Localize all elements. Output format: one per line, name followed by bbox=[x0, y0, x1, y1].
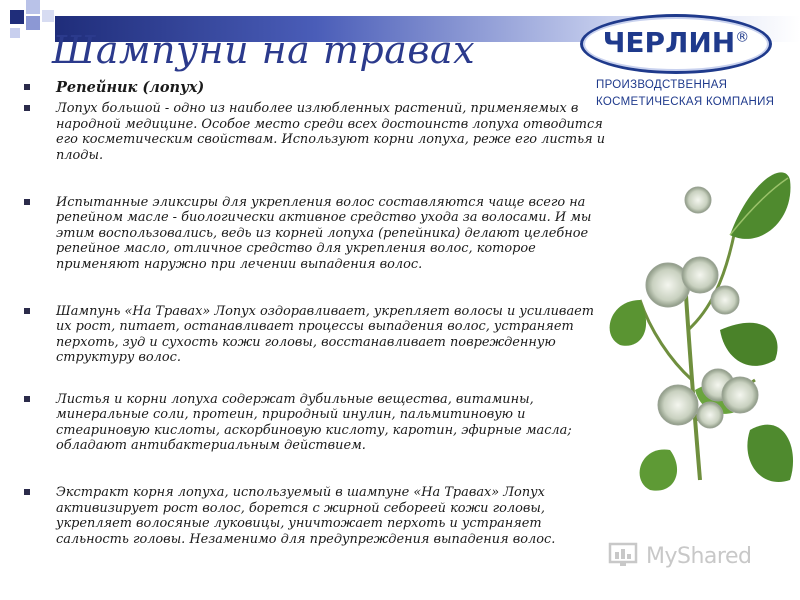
myshared-logo-icon bbox=[608, 542, 638, 568]
watermark-text: MyShared bbox=[646, 544, 752, 569]
bullet-square-icon bbox=[24, 308, 30, 314]
list-item: Испытанные эликсиры для укрепления волос составляются чаще всего на репейном масле - биологически активное средство ухода за волосами. И мы этим воспользовались, ведь из корней лопуха (репейника) делают целебное репейное масло, отличное средство для укрепления волос, которое применяют наружно при лечении выпадения волос. bbox=[22, 195, 607, 272]
bullet-square-icon bbox=[24, 489, 30, 495]
list-item: Лопух большой - одно из наиболее излюбленных растений, применяемых в народной медицине. Особое место среди всех достоинств лопуха отводится его косметическим свойствам. Используют корни лопуха, реже его листья и плоды. bbox=[22, 101, 607, 163]
bullet-square-icon bbox=[24, 396, 30, 402]
bullet-list bbox=[22, 80, 607, 547]
bullet-square-icon bbox=[24, 105, 30, 111]
list-item: Листья и корни лопуха содержат дубильные вещества, витамины, минеральные соли, протеин, природный инулин, пальмитиновую и стеариновую кислоты, аскорбиновую кислоту, каротин, эфирные масла; обладают антибактериальным действием. bbox=[22, 392, 607, 454]
registered-mark: ® bbox=[735, 29, 750, 46]
brand-name: ЧЕРЛИН bbox=[602, 26, 736, 59]
brand-subtitle bbox=[596, 77, 796, 111]
list-item: Репейник (лопух) bbox=[22, 80, 607, 95]
brand-subtitle-line1: ПРОИЗВОДСТВЕННАЯ bbox=[596, 79, 728, 91]
brand-subtitle-line2: КОСМЕТИЧЕСКАЯ КОМПАНИЯ bbox=[596, 96, 775, 108]
bullet-square-icon bbox=[24, 199, 30, 205]
bullet-square-icon bbox=[24, 84, 30, 90]
list-item: Экстракт корня лопуха, используемый в шампуне «На Травах» Лопух активизирует рост волос, борется с жирной себореей кожи головы, укрепляет волосяные луковицы, уничтожает перхоть и устраняет сальность головы. Незаменимо для предупреждения выпадения волос. bbox=[22, 485, 607, 547]
brand-logo bbox=[580, 14, 772, 74]
burdock-plant-image bbox=[600, 160, 800, 500]
myshared-watermark bbox=[606, 540, 776, 572]
list-item: Шампунь «На Травах» Лопух оздоравливает, укрепляет волосы и усиливает их рост, питает, останавливает процессы выпадения волос, устраняет перхоть, зуд и сухость кожи головы, восстанавливает поврежденную структуру волос. bbox=[22, 304, 607, 366]
slide-title: Шампуни на травах bbox=[52, 28, 476, 72]
